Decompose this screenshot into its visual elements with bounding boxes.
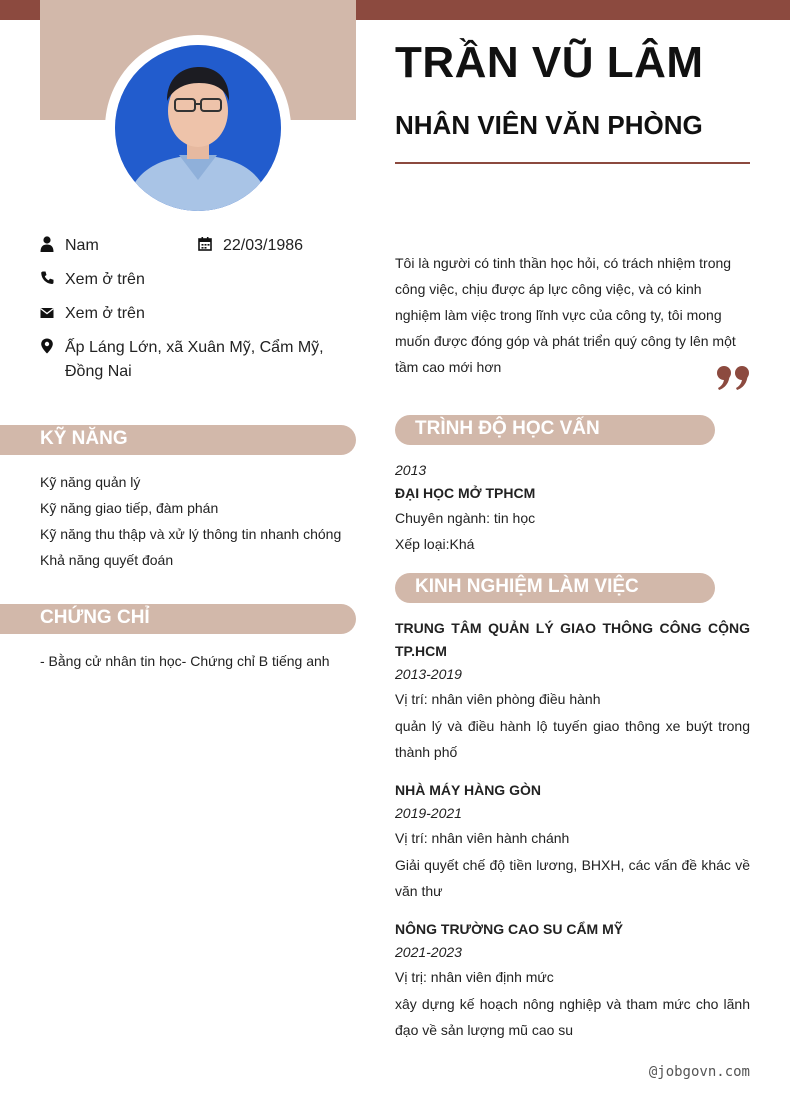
career-summary: Tôi là người có tinh thần học hỏi, có trách nhiệm trong công việc, chịu được áp lực công việc, và có kinh nghiệm làm việc trong lĩnh vực của công ty, tôi mong muốn được đóng góp và phát triển quý công ty lên một tầm cao mới hơn: [395, 255, 736, 375]
email-text: Xem ở trên: [65, 305, 145, 322]
address-text: Ấp Láng Lớn, xã Xuân Mỹ, Cẩm Mỹ, Đồng Nai: [65, 339, 324, 380]
experience-title: KINH NGHIỆM LÀM VIỆC: [415, 576, 639, 597]
skills-title: KỸ NĂNG: [40, 428, 128, 449]
title-divider: [395, 162, 750, 164]
experience-period: 2021-2023: [395, 944, 462, 960]
contact-phone: [40, 268, 340, 292]
contact-email: [40, 302, 340, 326]
experience-description: Giải quyết chế độ tiền lương, BHXH, các vấn đề khác về văn thư: [395, 857, 750, 899]
experience-position: Vị trí: nhân viên phòng điều hành: [395, 691, 601, 707]
experience-position: Vị trị: nhân viên định mức: [395, 969, 554, 985]
experience-period: 2013-2019: [395, 666, 462, 682]
contact-birthday: [198, 234, 358, 258]
skill-item: Kỹ năng thu thập và xử lý thông tin nhanh chóng: [40, 526, 342, 542]
experience-section-header: [395, 573, 715, 603]
education-year: 2013: [395, 462, 427, 478]
person-icon: [40, 236, 54, 252]
quote-icon: [716, 365, 752, 391]
experience-company: TRUNG TÂM QUẢN LÝ GIAO THÔNG CÔNG CỘNG TP.HCM: [395, 620, 750, 659]
phone-text: Xem ở trên: [65, 271, 145, 288]
experience-description: quản lý và điều hành lộ tuyến giao thông xe buýt trong thành phố: [395, 718, 750, 760]
avatar: [115, 45, 281, 211]
certificates-title: CHỨNG CHỈ: [40, 607, 150, 628]
education-major: Chuyên ngành: tin học: [395, 510, 536, 526]
gender-text: Nam: [65, 237, 99, 254]
certificates-text: - Bằng cử nhân tin học- Chứng chỉ B tiếng anh: [40, 653, 330, 669]
phone-icon: [40, 270, 54, 286]
experience-period: 2019-2021: [395, 805, 462, 821]
education-section-header: [395, 415, 715, 445]
education-title: TRÌNH ĐỘ HỌC VẤN: [415, 418, 600, 439]
skill-item: Kỹ năng giao tiếp, đàm phán: [40, 500, 219, 516]
calendar-icon: [198, 236, 212, 252]
email-icon: [40, 304, 54, 320]
experience-company: NHÀ MÁY HÀNG GÒN: [395, 782, 541, 798]
education-grade: Xếp loại:Khá: [395, 536, 475, 552]
footer-watermark: @jobgovn.com: [648, 1064, 750, 1080]
contact-gender: [40, 234, 190, 258]
skills-section-header: [0, 425, 356, 455]
candidate-name: TRẦN VŨ LÂM: [395, 38, 704, 87]
experience-company: NÔNG TRƯỜNG CAO SU CẨM MỸ: [395, 921, 624, 937]
job-title: NHÂN VIÊN VĂN PHÒNG: [395, 110, 703, 140]
location-icon: [40, 338, 54, 354]
skill-item: Khả năng quyết đoán: [40, 552, 174, 568]
skill-item: Kỹ năng quản lý: [40, 474, 141, 490]
experience-position: Vị trí: nhân viên hành chánh: [395, 830, 570, 846]
contact-address: [40, 336, 356, 384]
certificates-section-header: [0, 604, 356, 634]
birthday-text: 22/03/1986: [223, 237, 304, 254]
education-school: ĐẠI HỌC MỞ TPHCM: [395, 485, 536, 501]
experience-description: xây dựng kế hoạch nông nghiệp và tham mức cho lãnh đạo về sản lượng mũ cao su: [395, 996, 750, 1038]
